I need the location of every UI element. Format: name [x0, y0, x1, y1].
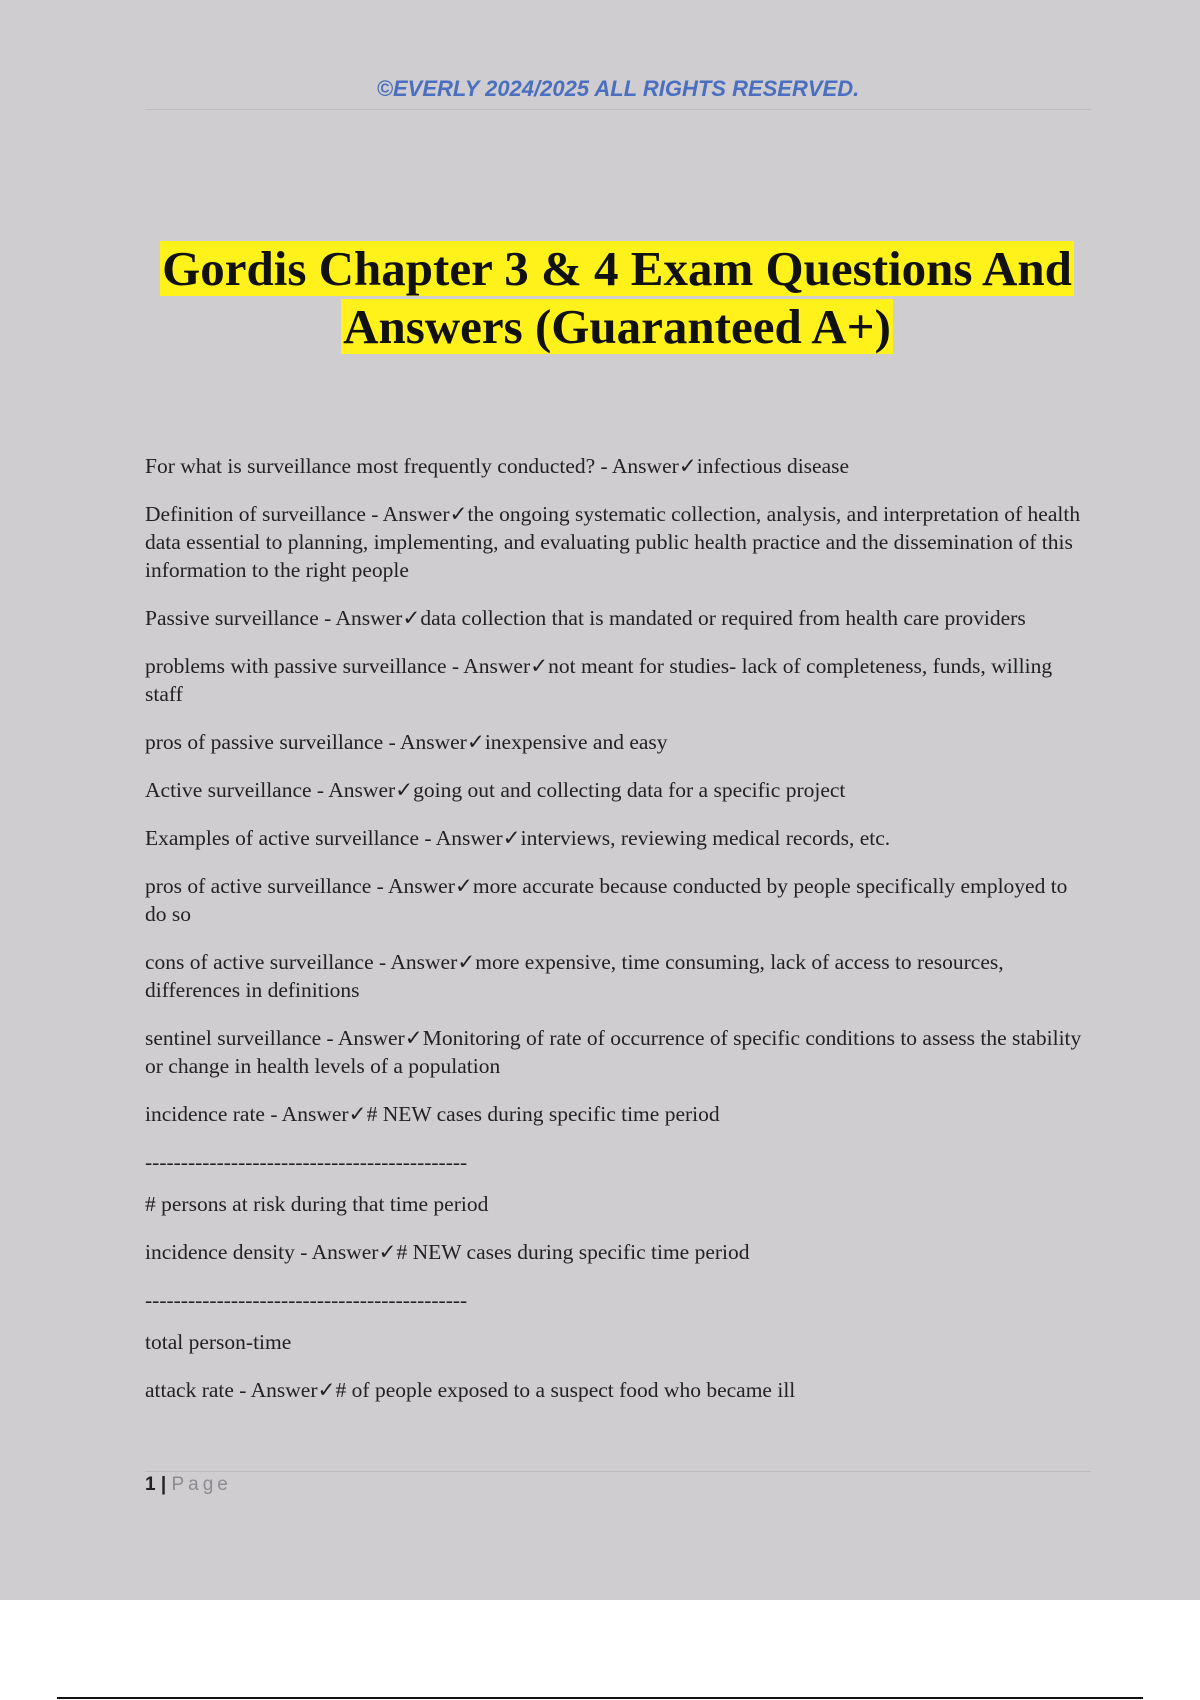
next-page-area: [0, 1600, 1200, 1700]
qa-entry: For what is surveillance most frequently conducted? - Answer✓infectious disease: [145, 454, 850, 478]
page-footer: [145, 1474, 232, 1496]
page-number: 1: [145, 1474, 156, 1495]
qa-entry: Passive surveillance - Answer✓data collection that is mandated or required from health care providers: [145, 606, 1026, 630]
title-line-2: Answers (Guaranteed A+): [343, 299, 891, 354]
fraction-divider: ---------------------------------------------: [145, 1288, 468, 1312]
next-page-rule: [57, 1697, 1143, 1699]
copyright-header: ©EVERLY 2024/2025 ALL RIGHTS RESERVED.: [376, 76, 860, 101]
qa-entry: incidence density - Answer✓# NEW cases during specific time period: [145, 1240, 750, 1264]
footer-separator: |: [160, 1474, 167, 1495]
title-line-1: Gordis Chapter 3 & 4 Exam Questions And: [162, 241, 1072, 296]
footer-divider: [145, 1471, 1091, 1472]
qa-entry: cons of active surveillance - Answer✓more expensive, time consuming, lack of access to resources, differences in definitions: [145, 950, 1004, 1002]
qa-entry: attack rate - Answer✓# of people exposed to a suspect food who became ill: [145, 1378, 796, 1402]
qa-entry: pros of passive surveillance - Answer✓inexpensive and easy: [145, 730, 668, 754]
qa-entry: pros of active surveillance - Answer✓more accurate because conducted by people specifically employed to do so: [145, 874, 1068, 926]
qa-list: [145, 452, 1091, 1424]
qa-entry: total person-time: [145, 1330, 292, 1354]
header-divider: [145, 109, 1091, 110]
qa-entry: sentinel surveillance - Answer✓Monitoring of rate of occurrence of specific conditions to assess the stability or change in health levels of a population: [145, 1026, 1082, 1078]
qa-entry: problems with passive surveillance - Answer✓not meant for studies- lack of completeness, funds, willing staff: [145, 654, 1053, 706]
qa-entry: # persons at risk during that time period: [145, 1192, 489, 1216]
qa-entry: Examples of active surveillance - Answer✓interviews, reviewing medical records, etc.: [145, 826, 891, 850]
page-label: Page: [171, 1474, 232, 1495]
qa-entry: Definition of surveillance - Answer✓the ongoing systematic collection, analysis, and interpretation of health data essential to planning, implementing, and evaluating public health practice and the dissemination of this information to the right people: [145, 502, 1081, 582]
fraction-divider: ---------------------------------------------: [145, 1150, 468, 1174]
document-title: [100, 240, 1134, 356]
qa-entry: Active surveillance - Answer✓going out and collecting data for a specific project: [145, 778, 846, 802]
qa-entry: incidence rate - Answer✓# NEW cases during specific time period: [145, 1102, 720, 1126]
